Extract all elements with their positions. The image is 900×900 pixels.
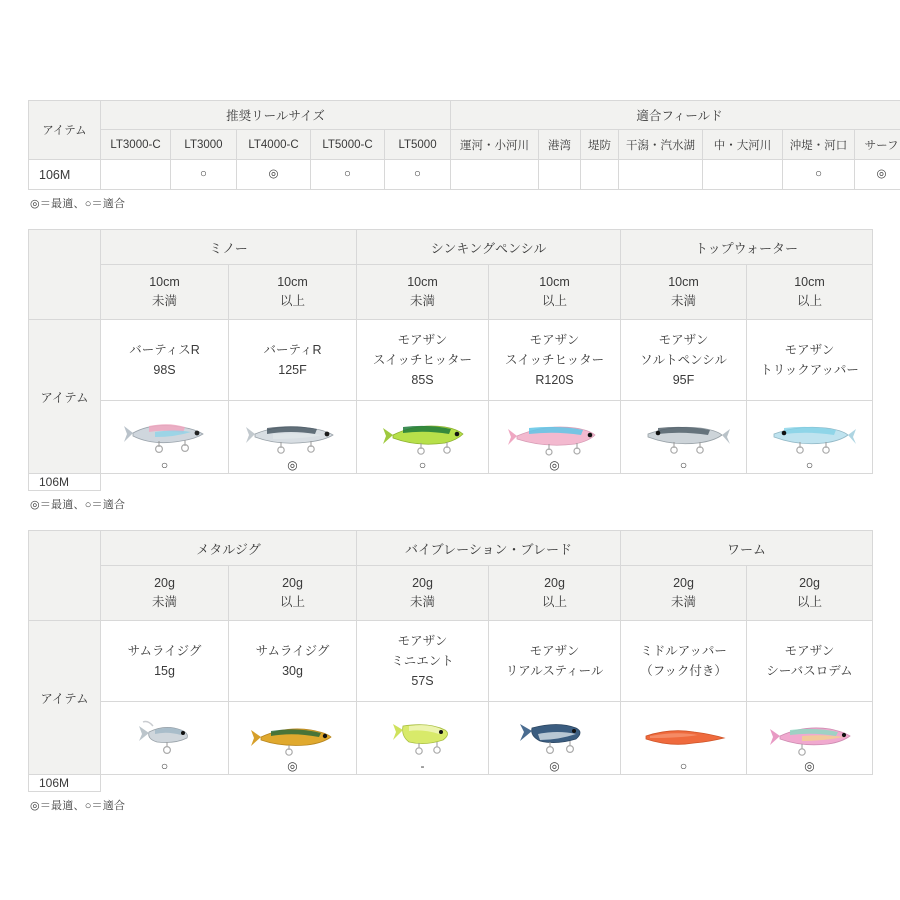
minnow-lure-icon <box>119 413 211 457</box>
blade-vibration-lure-icon <box>510 712 600 758</box>
t3-size-5 <box>747 566 873 621</box>
t2-size-5-l1: 10cm <box>794 274 825 289</box>
t3-size-2-l1: 20g <box>412 575 433 590</box>
t2-product-0-l1: バーティスR <box>129 343 200 357</box>
worm-lure-icon <box>636 718 732 758</box>
t2-item-label: アイテム <box>29 320 101 474</box>
t2-mark-1: ◎ <box>287 458 298 472</box>
row-label: 106M <box>29 160 101 190</box>
cell-field-2 <box>581 160 619 190</box>
t3-product-3 <box>489 621 621 702</box>
t2-mark-3: ◎ <box>549 458 560 472</box>
t2-product-2-l3: 85S <box>411 373 434 387</box>
t3-image-5 <box>747 702 873 775</box>
t3-image-0 <box>101 702 229 775</box>
header-reel-3: LT5000-C <box>311 130 385 160</box>
t2-mark-2: ○ <box>418 458 427 472</box>
t3-size-4 <box>621 566 747 621</box>
header-field-3: 干潟・汽水湖 <box>619 130 703 160</box>
t2-product-3 <box>489 320 621 401</box>
t2-product-2-l1: モアザン <box>397 333 448 347</box>
t3-group-1: バイブレーション・ブレード <box>357 531 621 566</box>
t2-size-1-l1: 10cm <box>277 274 308 289</box>
t2-product-1 <box>229 320 357 401</box>
cell-reel-0 <box>101 160 171 190</box>
t3-product-2 <box>357 621 489 702</box>
t3-product-1-l1: サムライジグ <box>255 644 330 658</box>
t2-image-0 <box>101 401 229 474</box>
cell-field-4 <box>703 160 783 190</box>
t3-product-1-l2: 30g <box>282 664 303 678</box>
t2-size-5-l2: 以上 <box>797 294 823 308</box>
header-reel-2: LT4000-C <box>237 130 311 160</box>
t2-size-4 <box>621 265 747 320</box>
header-group-field: 適合フィールド <box>451 101 900 130</box>
t2-group-1: シンキングペンシル <box>357 230 621 265</box>
cell-reel-1: ○ <box>171 160 237 190</box>
t3-product-5-l1: モアザン <box>784 644 835 658</box>
t2-size-5 <box>747 265 873 320</box>
header-reel-4: LT5000 <box>385 130 451 160</box>
t2-size-2 <box>357 265 489 320</box>
t3-size-1 <box>229 566 357 621</box>
t3-product-4-l1: ミドルアッパー <box>640 644 727 658</box>
t3-mark-0: ○ <box>160 759 169 773</box>
t3-product-0-l1: サムライジグ <box>127 644 202 658</box>
legend-3: ◎＝最適、○＝適合 <box>30 800 126 812</box>
header-field-5: 沖堤・河口 <box>783 130 855 160</box>
jig-worm-table <box>28 530 873 792</box>
minnow-lure-icon <box>243 413 343 457</box>
header-reel-0: LT3000-C <box>101 130 171 160</box>
t2-corner <box>29 230 101 320</box>
header-field-4: 中・大河川 <box>703 130 783 160</box>
t3-product-2-l2: ミニエント <box>391 654 454 668</box>
cell-field-3 <box>619 160 703 190</box>
t2-image-4 <box>621 401 747 474</box>
t3-image-3 <box>489 702 621 775</box>
t3-size-2 <box>357 566 489 621</box>
legend-1: ◎＝最適、○＝適合 <box>30 198 126 210</box>
t3-size-0-l2: 未満 <box>151 595 177 609</box>
cell-reel-4: ○ <box>385 160 451 190</box>
sinking-pencil-lure-icon <box>377 413 469 457</box>
t2-product-5 <box>747 320 873 401</box>
t3-item-label: アイテム <box>29 621 101 775</box>
t2-product-5-l2: トリックアッパー <box>760 363 859 377</box>
t2-group-0: ミノー <box>101 230 357 265</box>
t3-product-0-l2: 15g <box>154 664 175 678</box>
header-field-2: 堤防 <box>581 130 619 160</box>
sinking-pencil-lure-icon <box>505 413 605 457</box>
cell-reel-3: ○ <box>311 160 385 190</box>
t2-group-2: トップウォーター <box>621 230 873 265</box>
t2-size-3-l1: 10cm <box>539 274 570 289</box>
t2-product-0-l2: 98S <box>153 363 176 377</box>
header-group-reel: 推奨リールサイズ <box>101 101 451 130</box>
cell-field-0 <box>451 160 539 190</box>
t3-product-2-l1: モアザン <box>397 634 448 648</box>
t3-image-2 <box>357 702 489 775</box>
t3-product-0 <box>101 621 229 702</box>
t3-group-0: メタルジグ <box>101 531 357 566</box>
t2-image-1 <box>229 401 357 474</box>
t3-group-2: ワーム <box>621 531 873 566</box>
t2-product-2 <box>357 320 489 401</box>
t3-size-3 <box>489 566 621 621</box>
t2-mark-5: ○ <box>805 458 814 472</box>
t2-image-2 <box>357 401 489 474</box>
t2-product-0 <box>101 320 229 401</box>
reel-field-table <box>28 100 900 190</box>
t2-size-0-l1: 10cm <box>149 274 180 289</box>
t3-size-4-l1: 20g <box>673 575 694 590</box>
t3-image-4 <box>621 702 747 775</box>
t3-mark-5: ◎ <box>804 759 815 773</box>
t3-size-1-l2: 以上 <box>280 595 306 609</box>
t2-size-4-l2: 未満 <box>671 294 697 308</box>
t2-size-3 <box>489 265 621 320</box>
t2-size-1-l2: 以上 <box>279 294 305 308</box>
t2-product-3-l1: モアザン <box>529 333 580 347</box>
vibration-lure-icon <box>379 712 467 758</box>
topwater-pencil-lure-icon <box>764 413 856 457</box>
t3-image-1 <box>229 702 357 775</box>
t3-size-3-l1: 20g <box>544 575 565 590</box>
t3-product-2-l3: 57S <box>411 674 434 688</box>
t3-product-4-l2: （フック付き） <box>640 664 727 678</box>
t2-image-3 <box>489 401 621 474</box>
header-reel-1: LT3000 <box>171 130 237 160</box>
t3-size-0 <box>101 566 229 621</box>
header-item: アイテム <box>29 101 101 160</box>
metal-jig-icon <box>245 714 341 758</box>
cell-field-6: ◎ <box>855 160 900 190</box>
t3-product-1 <box>229 621 357 702</box>
t3-size-3-l2: 以上 <box>542 595 568 609</box>
t2-product-5-l1: モアザン <box>784 343 835 357</box>
t2-product-4-l1: モアザン <box>658 333 709 347</box>
t2-product-1-l2: 125F <box>278 363 307 377</box>
t2-size-2-l2: 未満 <box>409 294 435 308</box>
t2-size-2-l1: 10cm <box>407 274 438 289</box>
t3-size-0-l1: 20g <box>154 575 175 590</box>
t3-size-5-l1: 20g <box>799 575 820 590</box>
header-field-6: サーフ <box>855 130 900 160</box>
t2-row-label: 106M <box>29 474 101 491</box>
t2-product-1-l1: バーティR <box>263 343 322 357</box>
hardbait-table <box>28 229 873 491</box>
header-field-1: 港湾 <box>539 130 581 160</box>
header-field-0: 運河・小河川 <box>451 130 539 160</box>
t3-size-5-l2: 以上 <box>797 595 823 609</box>
t2-size-0-l2: 未満 <box>151 294 177 308</box>
t3-row-label: 106M <box>29 775 101 792</box>
table-row <box>29 160 900 190</box>
t3-corner <box>29 531 101 621</box>
legend-2: ◎＝最適、○＝適合 <box>30 499 126 511</box>
t2-mark-4: ○ <box>679 458 688 472</box>
t2-size-1 <box>229 265 357 320</box>
t3-product-5 <box>747 621 873 702</box>
topwater-pencil-lure-icon <box>638 413 730 457</box>
cell-field-1 <box>539 160 581 190</box>
t3-product-4 <box>621 621 747 702</box>
t2-product-4 <box>621 320 747 401</box>
t2-product-3-l3: R120S <box>535 373 574 387</box>
t3-product-3-l2: リアルスティール <box>505 664 604 678</box>
t3-mark-2: - <box>420 759 425 773</box>
t2-size-3-l2: 以上 <box>542 294 568 308</box>
t2-product-2-l2: スイッチヒッター <box>372 353 473 367</box>
t2-product-4-l3: 95F <box>672 373 695 387</box>
t3-size-2-l2: 未満 <box>410 595 436 609</box>
t2-image-5 <box>747 401 873 474</box>
t3-product-5-l2: シーバスロデム <box>766 664 853 678</box>
t2-product-4-l2: ソルトペンシル <box>640 353 727 367</box>
soft-swimbait-lure-icon <box>762 714 858 758</box>
t3-size-1-l1: 20g <box>282 575 303 590</box>
t3-mark-1: ◎ <box>287 759 298 773</box>
t2-size-0 <box>101 265 229 320</box>
cell-field-5: ○ <box>783 160 855 190</box>
t3-mark-3: ◎ <box>549 759 560 773</box>
t2-size-4-l1: 10cm <box>668 274 699 289</box>
t3-size-4-l2: 未満 <box>671 595 697 609</box>
cell-reel-2: ◎ <box>237 160 311 190</box>
t3-mark-4: ○ <box>679 759 688 773</box>
metal-jig-icon <box>123 712 207 758</box>
t2-mark-0: ○ <box>160 458 169 472</box>
t3-product-3-l1: モアザン <box>529 644 580 658</box>
t2-product-3-l2: スイッチヒッター <box>504 353 605 367</box>
